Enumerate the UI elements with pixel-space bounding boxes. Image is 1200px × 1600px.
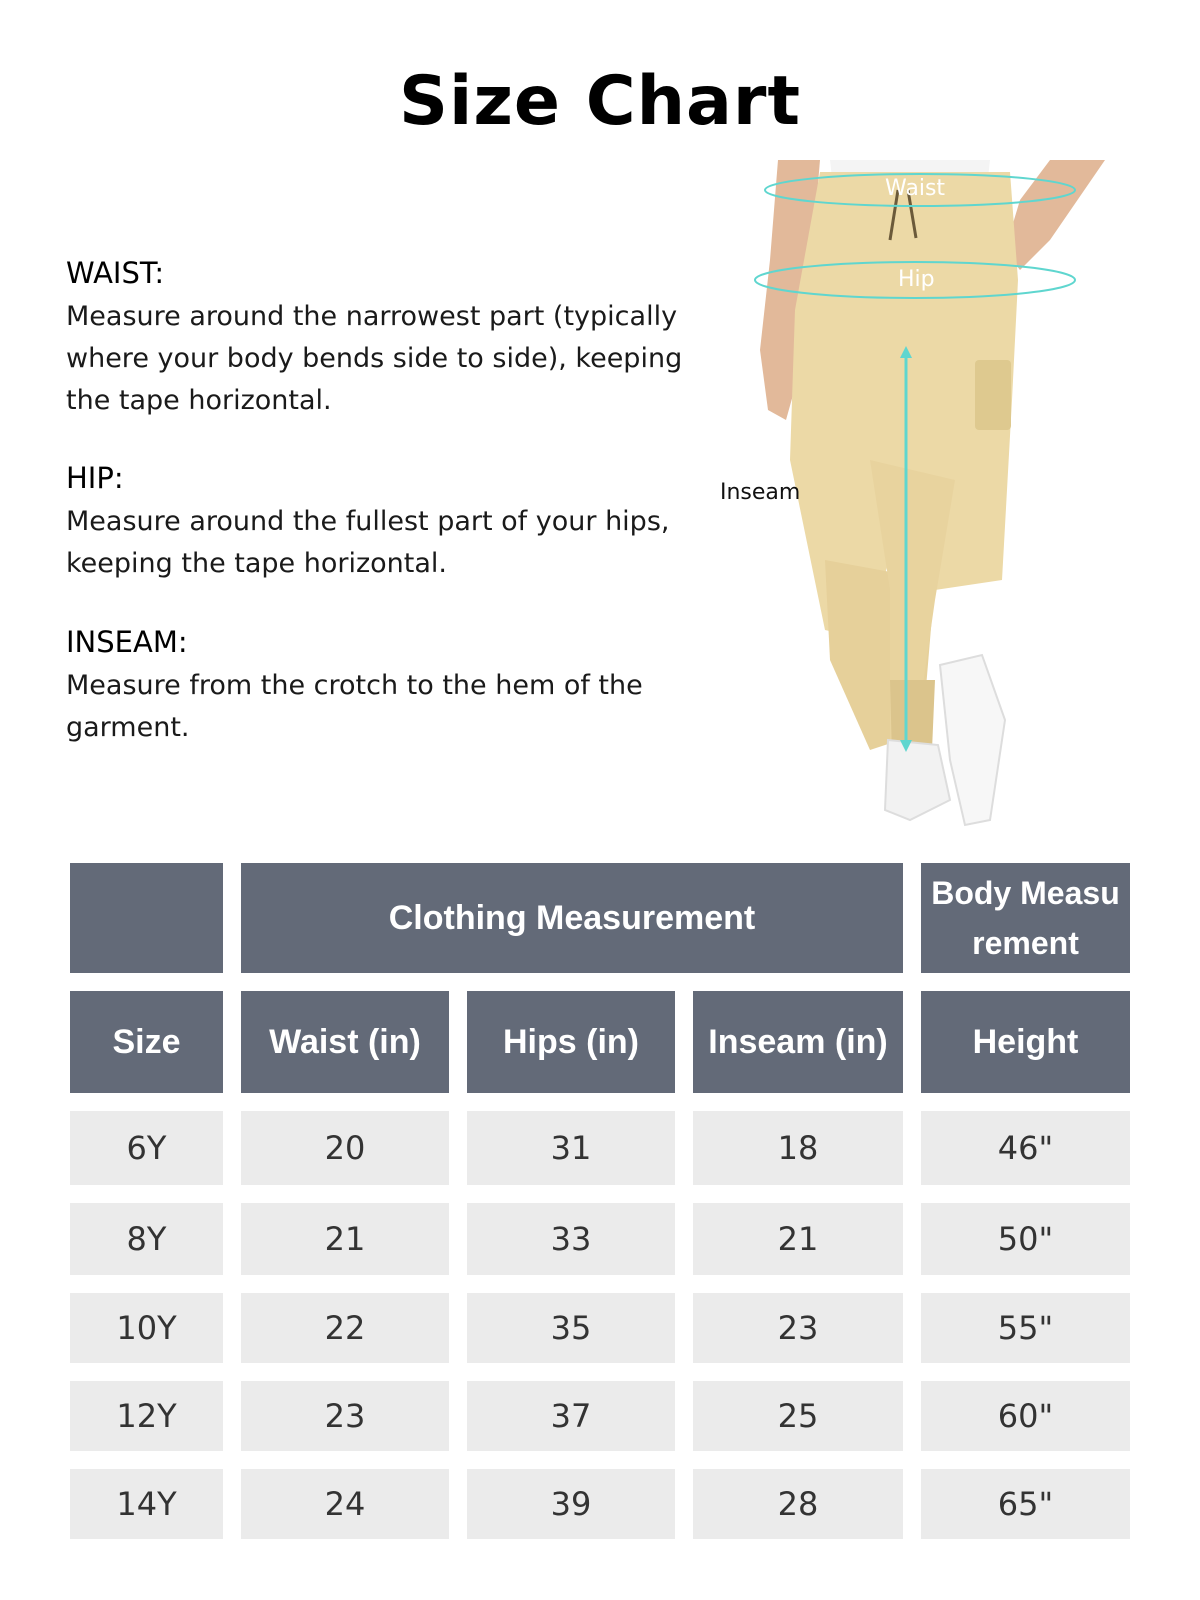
inseam-guide (66, 625, 716, 749)
waist-guide (66, 256, 716, 422)
table-cell-inseam: 18 (693, 1111, 903, 1185)
table-cell-height: 46" (921, 1111, 1130, 1185)
col-header-hips: Hips (in) (467, 991, 675, 1093)
waist-description: Measure around the narrowest part (typically where your body bends side to side), keeping the tape horizontal. (66, 301, 683, 416)
table-cell-height: 60" (921, 1381, 1130, 1451)
table-corner-cell (70, 863, 223, 973)
col-header-waist: Waist (in) (241, 991, 449, 1093)
table-cell-inseam: 21 (693, 1203, 903, 1275)
table-cell-size: 8Y (70, 1203, 223, 1275)
table-cell-hips: 31 (467, 1111, 675, 1185)
hip-heading: HIP: (66, 461, 124, 495)
table-cell-inseam: 25 (693, 1381, 903, 1451)
table-cell-inseam: 28 (693, 1469, 903, 1539)
inseam-heading: INSEAM: (66, 625, 188, 659)
left-shoe (885, 740, 950, 820)
table-cell-hips: 37 (467, 1381, 675, 1451)
figure-hip-label: Hip (898, 267, 935, 292)
cargo-pocket (975, 360, 1011, 430)
body-measurement-header: Body Measu rement (921, 863, 1130, 973)
table-cell-height: 55" (921, 1293, 1130, 1363)
table-cell-waist: 21 (241, 1203, 449, 1275)
hip-guide (66, 461, 716, 585)
table-cell-waist: 23 (241, 1381, 449, 1451)
table-cell-waist: 22 (241, 1293, 449, 1363)
table-cell-inseam: 23 (693, 1293, 903, 1363)
table-cell-hips: 33 (467, 1203, 675, 1275)
page-title: Size Chart (399, 62, 801, 141)
figure-inseam-label: Inseam (720, 480, 801, 505)
col-header-size: Size (70, 991, 223, 1093)
pants-figure (720, 160, 1140, 840)
table-cell-size: 6Y (70, 1111, 223, 1185)
col-header-height: Height (921, 991, 1130, 1093)
table-cell-waist: 24 (241, 1469, 449, 1539)
table-cell-size: 12Y (70, 1381, 223, 1451)
inseam-description: Measure from the crotch to the hem of the garment. (66, 670, 643, 743)
table-cell-height: 50" (921, 1203, 1130, 1275)
col-header-inseam: Inseam (in) (693, 991, 903, 1093)
table-cell-size: 10Y (70, 1293, 223, 1363)
hip-description: Measure around the fullest part of your hips, keeping the tape horizontal. (66, 506, 670, 579)
table-cell-height: 65" (921, 1469, 1130, 1539)
table-cell-hips: 39 (467, 1469, 675, 1539)
table-cell-hips: 35 (467, 1293, 675, 1363)
figure-waist-label: Waist (885, 176, 946, 201)
clothing-measurement-header: Clothing Measurement (241, 863, 903, 973)
waist-heading: WAIST: (66, 256, 165, 290)
table-cell-waist: 20 (241, 1111, 449, 1185)
right-arm (1005, 160, 1105, 270)
table-cell-size: 14Y (70, 1469, 223, 1539)
